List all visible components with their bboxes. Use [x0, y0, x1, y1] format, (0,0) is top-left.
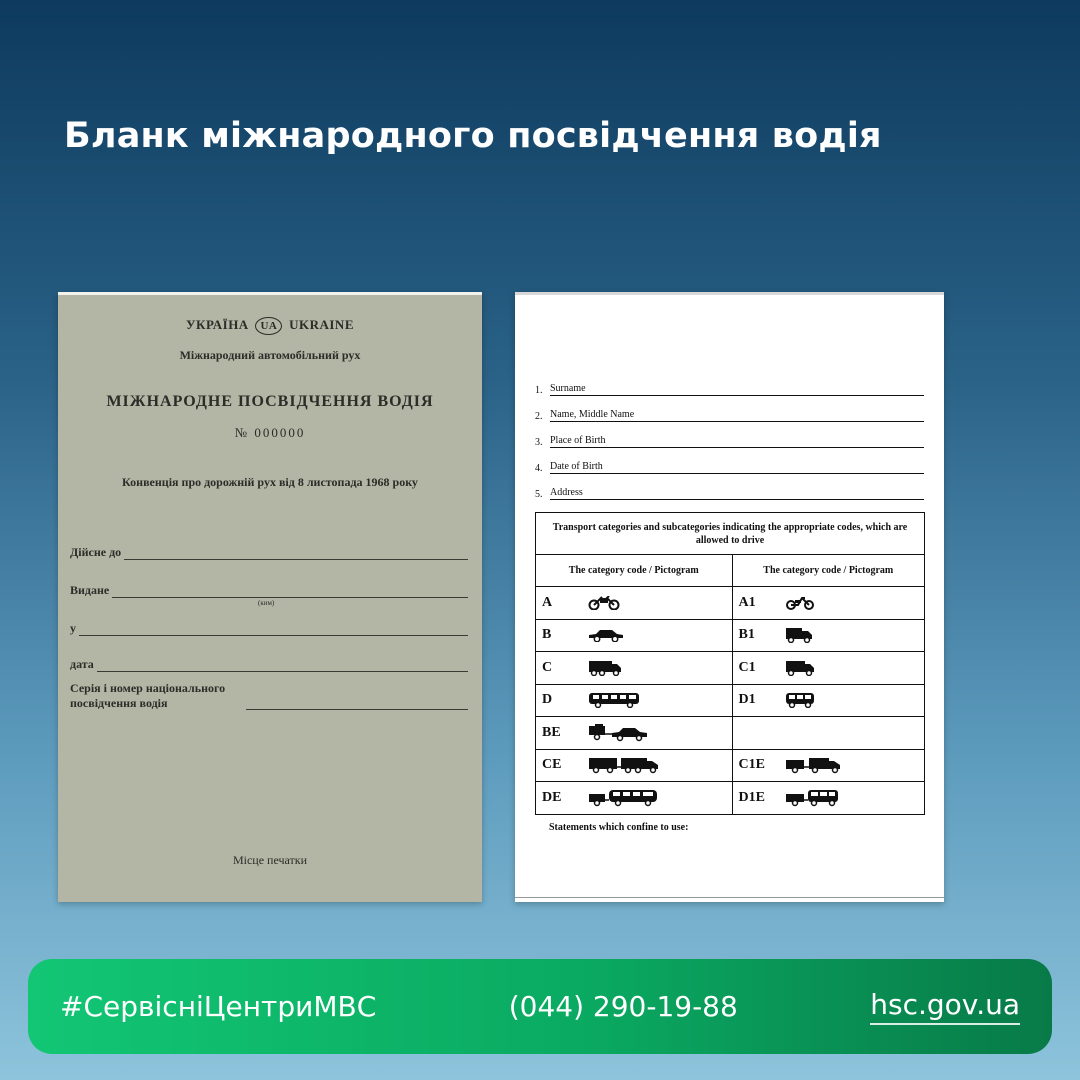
category-cell [536, 782, 733, 815]
hashtag: #СервісніЦентриМВС [60, 990, 377, 1023]
truck-icon [588, 660, 622, 676]
category-code: B [542, 627, 552, 643]
bus-icon [588, 692, 640, 708]
ua-logo: UA [255, 317, 282, 335]
motorcycle-icon [588, 596, 620, 610]
field-number: 1. [535, 385, 543, 396]
category-code: A1 [738, 594, 756, 610]
in-field [70, 621, 468, 636]
valid-until-line [124, 548, 468, 560]
category-cell [732, 652, 924, 685]
date-line [97, 660, 468, 672]
phone-number[interactable]: (044) 290-19-88 [508, 990, 738, 1023]
category-cell [536, 749, 733, 782]
field-surname [535, 383, 924, 396]
traffic-label: Міжнародний автомобільний рух [179, 348, 361, 362]
small-truck-icon [785, 627, 813, 643]
stamp-place: Місце печатки [232, 853, 308, 867]
car-trailer-icon [588, 724, 648, 742]
category-cell [536, 652, 733, 685]
category-cell-empty [732, 717, 924, 750]
valid-until-label: Дійсне до [70, 545, 122, 559]
field-number: 5. [535, 489, 543, 500]
table-row [536, 652, 925, 685]
category-cell [732, 619, 924, 652]
table-row [536, 782, 925, 815]
minibus-trailer-icon [785, 789, 839, 807]
date-label: дата [70, 657, 94, 671]
category-code: D1 [738, 692, 756, 708]
field-name [535, 409, 924, 422]
document-title: МІЖНАРОДНЕ ПОСВІДЧЕННЯ ВОДІЯ [106, 393, 434, 410]
category-code: D [542, 692, 553, 708]
statement-label: Statements which confine to use: [549, 822, 689, 833]
scooter-icon [785, 596, 815, 610]
country-en: UKRAINE [289, 317, 354, 332]
table-row [536, 684, 925, 717]
field-label: Address [550, 487, 924, 500]
category-code: A [542, 594, 553, 610]
category-code: C1 [738, 659, 756, 675]
field-label: Surname [550, 383, 924, 396]
field-label: Date of Birth [550, 461, 924, 474]
category-code: DE [542, 789, 562, 805]
country-line [58, 317, 482, 335]
column-header-left: The category code / Pictogram [536, 555, 733, 587]
valid-until-field [70, 545, 468, 560]
issued-line [112, 586, 468, 598]
field-label: Name, Middle Name [550, 409, 924, 422]
field-address [535, 487, 924, 500]
document-number: № 000000 [234, 425, 306, 440]
category-cell [536, 684, 733, 717]
category-cell [536, 619, 733, 652]
table-row [536, 587, 925, 620]
category-code: C1E [738, 757, 765, 773]
category-cell [732, 782, 924, 815]
website-link[interactable]: hsc.gov.ua [870, 988, 1020, 1025]
issued-field [70, 583, 468, 598]
license-cover-page [58, 292, 482, 902]
table-row [536, 749, 925, 782]
table-row [536, 717, 925, 750]
field-number: 4. [535, 463, 543, 474]
series-label: Серія і номер національного посвідчення водія [70, 681, 226, 710]
page-bottom-line [515, 897, 944, 898]
minibus-icon [785, 692, 815, 708]
series-line [246, 709, 468, 710]
category-cell [732, 749, 924, 782]
category-code: D1E [738, 789, 765, 805]
category-cell [732, 587, 924, 620]
convention-text: Конвенція про дорожній рух від 8 листопада 1968 року [122, 475, 418, 489]
category-code: B1 [738, 627, 755, 643]
category-code: CE [542, 757, 562, 773]
page-title: Бланк міжнародного посвідчення водія [64, 116, 882, 156]
field-date-of-birth [535, 461, 924, 474]
medium-truck-icon [785, 660, 815, 676]
license-data-page [515, 292, 944, 902]
category-cell [536, 717, 733, 750]
table-row [536, 619, 925, 652]
table-header: Transport categories and subcategories indicating the appropriate codes, which are allowed to drive [536, 513, 925, 555]
country-ua: УКРАЇНА [186, 317, 249, 332]
field-number: 2. [535, 411, 543, 422]
car-icon [588, 628, 624, 642]
category-code: C [542, 659, 553, 675]
bus-trailer-icon [588, 789, 658, 807]
in-line [79, 624, 468, 636]
date-field [70, 657, 468, 672]
issued-sublabel: (ким) [258, 599, 275, 607]
medium-truck-trailer-icon [785, 756, 841, 774]
field-label: Place of Birth [550, 435, 924, 448]
field-place-of-birth [535, 435, 924, 448]
field-number: 3. [535, 437, 543, 448]
categories-table [535, 512, 925, 815]
footer-bar [28, 959, 1052, 1054]
category-cell [732, 684, 924, 717]
category-cell [536, 587, 733, 620]
column-header-right: The category code / Pictogram [732, 555, 924, 587]
category-code: BE [542, 724, 561, 740]
truck-trailer-icon [588, 756, 660, 774]
in-label: у [70, 621, 76, 635]
issued-label: Видане [70, 583, 110, 597]
